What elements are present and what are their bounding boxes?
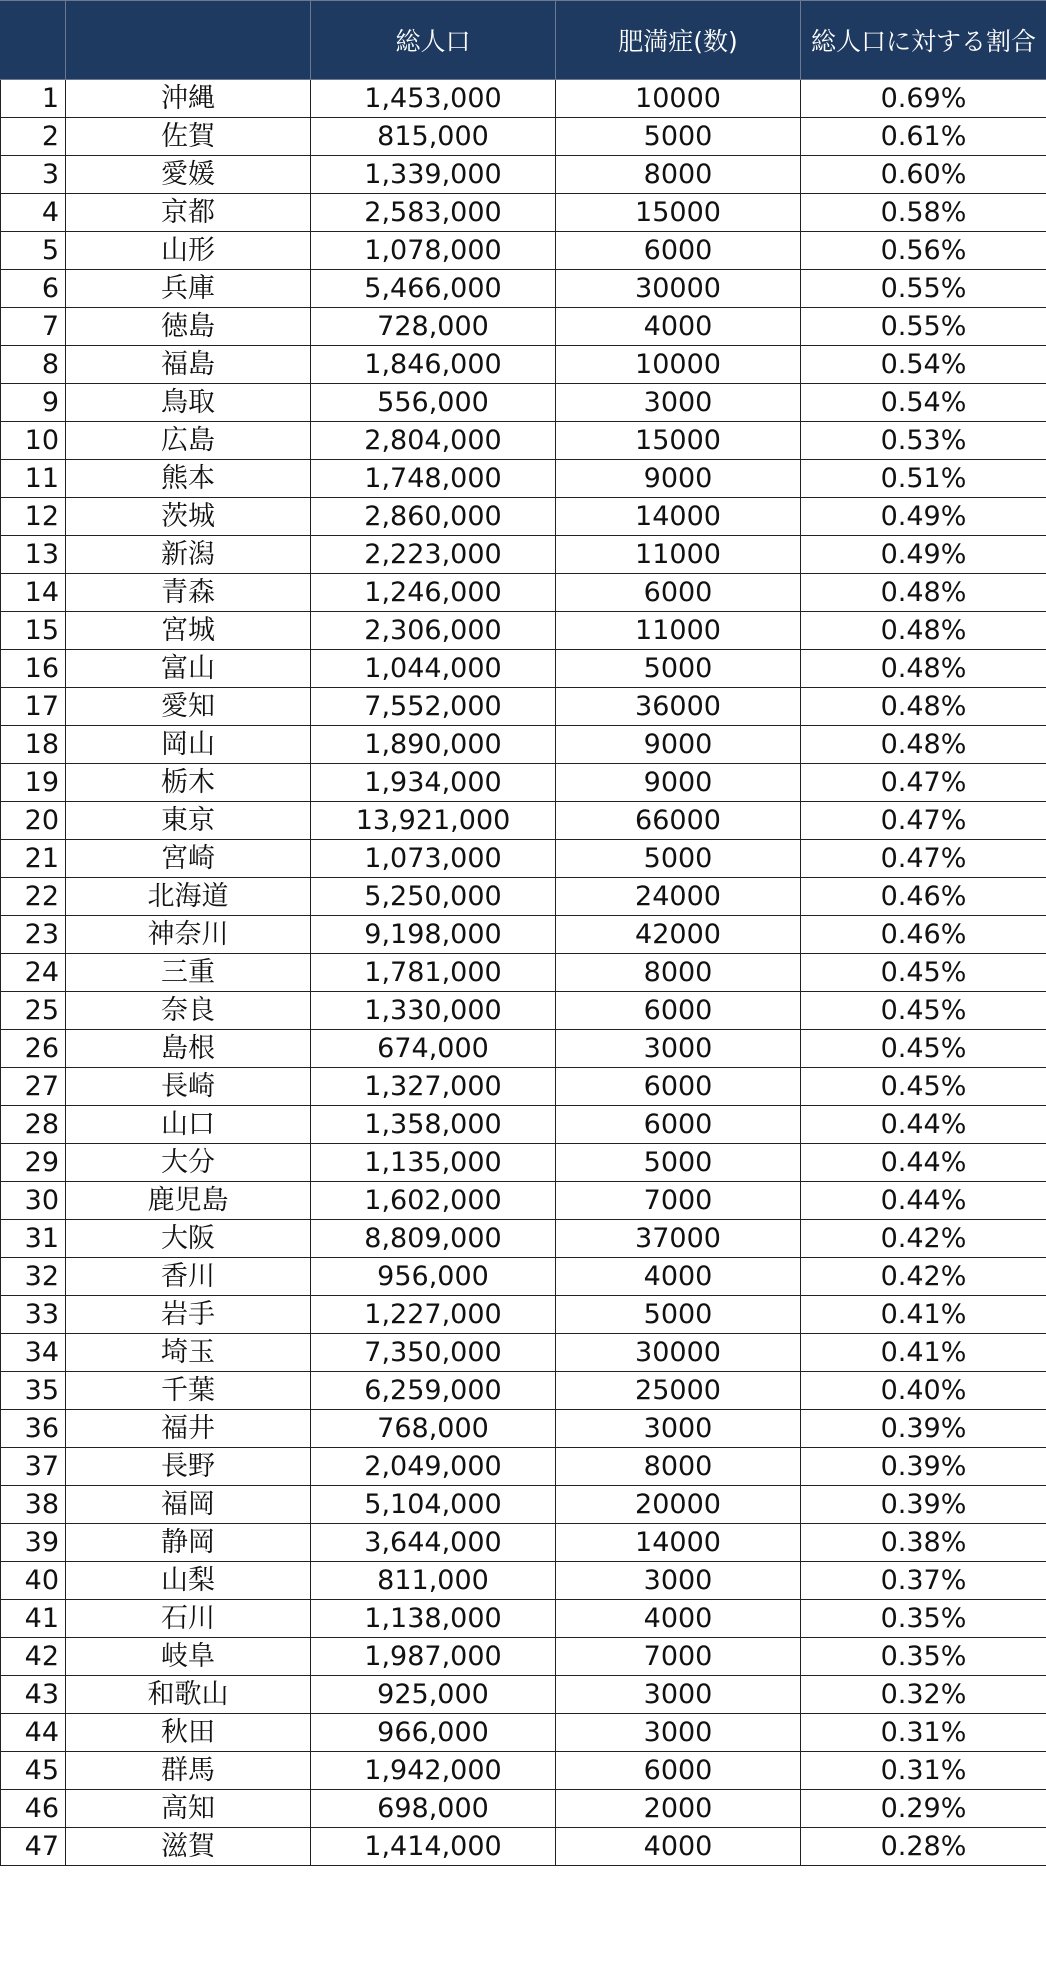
prefecture-cell: 宮城: [66, 612, 311, 650]
ratio-cell: 0.56%: [801, 232, 1046, 270]
population-cell: 5,104,000: [311, 1486, 556, 1524]
obesity-count-cell: 6000: [556, 574, 801, 612]
prefecture-cell: 福岡: [66, 1486, 311, 1524]
population-cell: 1,781,000: [311, 954, 556, 992]
rank-cell: 26: [1, 1030, 66, 1068]
prefecture-cell: 島根: [66, 1030, 311, 1068]
prefecture-cell: 北海道: [66, 878, 311, 916]
obesity-count-cell: 6000: [556, 1106, 801, 1144]
table-row: [1, 384, 1046, 422]
table-row: [1, 1524, 1046, 1562]
population-cell: 811,000: [311, 1562, 556, 1600]
rank-cell: 1: [1, 80, 66, 118]
ratio-cell: 0.47%: [801, 802, 1046, 840]
ratio-cell: 0.32%: [801, 1676, 1046, 1714]
prefecture-cell: 兵庫: [66, 270, 311, 308]
obesity-count-cell: 7000: [556, 1638, 801, 1676]
population-cell: 1,453,000: [311, 80, 556, 118]
table-row: [1, 308, 1046, 346]
ratio-cell: 0.44%: [801, 1106, 1046, 1144]
obesity-count-cell: 30000: [556, 1334, 801, 1372]
ratio-cell: 0.39%: [801, 1486, 1046, 1524]
obesity-count-cell: 8000: [556, 156, 801, 194]
rank-cell: 21: [1, 840, 66, 878]
table-row: [1, 460, 1046, 498]
table-row: [1, 764, 1046, 802]
rank-cell: 19: [1, 764, 66, 802]
table-row: [1, 232, 1046, 270]
rank-cell: 20: [1, 802, 66, 840]
obesity-count-cell: 7000: [556, 1182, 801, 1220]
population-cell: 2,860,000: [311, 498, 556, 536]
population-cell: 1,246,000: [311, 574, 556, 612]
population-cell: 1,327,000: [311, 1068, 556, 1106]
population-cell: 1,942,000: [311, 1752, 556, 1790]
population-cell: 7,350,000: [311, 1334, 556, 1372]
ratio-cell: 0.51%: [801, 460, 1046, 498]
table-row: [1, 1562, 1046, 1600]
rank-cell: 36: [1, 1410, 66, 1448]
ratio-cell: 0.46%: [801, 916, 1046, 954]
ratio-cell: 0.47%: [801, 840, 1046, 878]
ratio-column-header: 総人口に対する割合: [801, 1, 1046, 80]
prefecture-cell: 山口: [66, 1106, 311, 1144]
table-row: [1, 802, 1046, 840]
ratio-cell: 0.31%: [801, 1752, 1046, 1790]
table-row: [1, 422, 1046, 460]
ratio-cell: 0.29%: [801, 1790, 1046, 1828]
rank-cell: 2: [1, 118, 66, 156]
obesity-count-cell: 3000: [556, 1410, 801, 1448]
obesity-count-cell: 3000: [556, 384, 801, 422]
rank-cell: 17: [1, 688, 66, 726]
prefecture-cell: 岩手: [66, 1296, 311, 1334]
prefecture-cell: 広島: [66, 422, 311, 460]
rank-cell: 9: [1, 384, 66, 422]
table-row: [1, 498, 1046, 536]
obesity-count-cell: 8000: [556, 954, 801, 992]
prefecture-cell: 鹿児島: [66, 1182, 311, 1220]
population-cell: 2,049,000: [311, 1448, 556, 1486]
ratio-cell: 0.45%: [801, 992, 1046, 1030]
rank-cell: 23: [1, 916, 66, 954]
prefecture-cell: 千葉: [66, 1372, 311, 1410]
ratio-cell: 0.41%: [801, 1334, 1046, 1372]
table-row: [1, 992, 1046, 1030]
ratio-cell: 0.31%: [801, 1714, 1046, 1752]
rank-cell: 34: [1, 1334, 66, 1372]
population-cell: 1,073,000: [311, 840, 556, 878]
population-cell: 698,000: [311, 1790, 556, 1828]
rank-cell: 42: [1, 1638, 66, 1676]
table-row: [1, 916, 1046, 954]
table-row: [1, 1638, 1046, 1676]
prefecture-cell: 岡山: [66, 726, 311, 764]
table-row: [1, 1828, 1046, 1866]
rank-cell: 27: [1, 1068, 66, 1106]
obesity-count-cell: 15000: [556, 422, 801, 460]
population-cell: 768,000: [311, 1410, 556, 1448]
prefecture-cell: 茨城: [66, 498, 311, 536]
prefecture-cell: 沖縄: [66, 80, 311, 118]
prefecture-cell: 熊本: [66, 460, 311, 498]
population-cell: 1,846,000: [311, 346, 556, 384]
ratio-cell: 0.49%: [801, 498, 1046, 536]
obesity-count-cell: 25000: [556, 1372, 801, 1410]
population-cell: 1,330,000: [311, 992, 556, 1030]
table-row: [1, 878, 1046, 916]
ratio-cell: 0.69%: [801, 80, 1046, 118]
ratio-cell: 0.47%: [801, 764, 1046, 802]
rank-column-header: [1, 1, 66, 80]
prefecture-cell: 山形: [66, 232, 311, 270]
table-row: [1, 574, 1046, 612]
obesity-count-cell: 4000: [556, 1258, 801, 1296]
prefecture-cell: 長野: [66, 1448, 311, 1486]
prefecture-cell: 奈良: [66, 992, 311, 1030]
population-cell: 5,466,000: [311, 270, 556, 308]
obesity-count-cell: 30000: [556, 270, 801, 308]
table-row: [1, 726, 1046, 764]
prefecture-cell: 愛媛: [66, 156, 311, 194]
table-row: [1, 1448, 1046, 1486]
population-cell: 6,259,000: [311, 1372, 556, 1410]
rank-cell: 39: [1, 1524, 66, 1562]
ratio-cell: 0.38%: [801, 1524, 1046, 1562]
population-cell: 1,135,000: [311, 1144, 556, 1182]
table-row: [1, 1220, 1046, 1258]
rank-cell: 38: [1, 1486, 66, 1524]
population-cell: 13,921,000: [311, 802, 556, 840]
prefecture-cell: 山梨: [66, 1562, 311, 1600]
rank-cell: 16: [1, 650, 66, 688]
ratio-cell: 0.42%: [801, 1258, 1046, 1296]
rank-cell: 12: [1, 498, 66, 536]
ratio-cell: 0.55%: [801, 270, 1046, 308]
prefecture-cell: 愛知: [66, 688, 311, 726]
prefecture-cell: 福島: [66, 346, 311, 384]
population-cell: 1,602,000: [311, 1182, 556, 1220]
obesity-count-cell: 3000: [556, 1562, 801, 1600]
population-cell: 1,358,000: [311, 1106, 556, 1144]
prefecture-cell: 宮崎: [66, 840, 311, 878]
prefecture-cell: 福井: [66, 1410, 311, 1448]
obesity-count-cell: 11000: [556, 536, 801, 574]
ratio-cell: 0.37%: [801, 1562, 1046, 1600]
prefecture-column-header: [66, 1, 311, 80]
prefecture-cell: 和歌山: [66, 1676, 311, 1714]
ratio-cell: 0.48%: [801, 650, 1046, 688]
prefecture-cell: 東京: [66, 802, 311, 840]
prefecture-cell: 徳島: [66, 308, 311, 346]
population-cell: 1,339,000: [311, 156, 556, 194]
prefecture-cell: 栃木: [66, 764, 311, 802]
obesity-count-column-header: 肥満症(数): [556, 1, 801, 80]
rank-cell: 40: [1, 1562, 66, 1600]
prefecture-cell: 神奈川: [66, 916, 311, 954]
rank-cell: 8: [1, 346, 66, 384]
table-row: [1, 1296, 1046, 1334]
population-cell: 1,987,000: [311, 1638, 556, 1676]
obesity-count-cell: 6000: [556, 232, 801, 270]
prefecture-cell: 新潟: [66, 536, 311, 574]
table-row: [1, 346, 1046, 384]
table-header: [1, 1, 1046, 80]
obesity-count-cell: 20000: [556, 1486, 801, 1524]
prefecture-cell: 香川: [66, 1258, 311, 1296]
table-row: [1, 156, 1046, 194]
table-row: [1, 118, 1046, 156]
prefecture-cell: 佐賀: [66, 118, 311, 156]
table-row: [1, 1372, 1046, 1410]
rank-cell: 5: [1, 232, 66, 270]
population-cell: 1,934,000: [311, 764, 556, 802]
ratio-cell: 0.42%: [801, 1220, 1046, 1258]
obesity-count-cell: 10000: [556, 346, 801, 384]
table-row: [1, 1714, 1046, 1752]
ratio-cell: 0.49%: [801, 536, 1046, 574]
obesity-count-cell: 4000: [556, 1600, 801, 1638]
obesity-count-cell: 14000: [556, 498, 801, 536]
ratio-cell: 0.53%: [801, 422, 1046, 460]
prefecture-cell: 大分: [66, 1144, 311, 1182]
rank-cell: 43: [1, 1676, 66, 1714]
table-row: [1, 536, 1046, 574]
ratio-cell: 0.48%: [801, 574, 1046, 612]
ratio-cell: 0.35%: [801, 1638, 1046, 1676]
table-row: [1, 1486, 1046, 1524]
population-cell: 3,644,000: [311, 1524, 556, 1562]
prefecture-cell: 青森: [66, 574, 311, 612]
obesity-count-cell: 36000: [556, 688, 801, 726]
rank-cell: 22: [1, 878, 66, 916]
obesity-count-cell: 3000: [556, 1676, 801, 1714]
prefecture-cell: 秋田: [66, 1714, 311, 1752]
population-cell: 1,044,000: [311, 650, 556, 688]
ratio-cell: 0.44%: [801, 1144, 1046, 1182]
rank-cell: 14: [1, 574, 66, 612]
obesity-count-cell: 3000: [556, 1030, 801, 1068]
population-cell: 925,000: [311, 1676, 556, 1714]
ratio-cell: 0.55%: [801, 308, 1046, 346]
table-row: [1, 1258, 1046, 1296]
obesity-count-cell: 8000: [556, 1448, 801, 1486]
rank-cell: 25: [1, 992, 66, 1030]
obesity-count-cell: 24000: [556, 878, 801, 916]
table-row: [1, 612, 1046, 650]
population-cell: 1,078,000: [311, 232, 556, 270]
table-row: [1, 954, 1046, 992]
obesity-count-cell: 9000: [556, 764, 801, 802]
rank-cell: 44: [1, 1714, 66, 1752]
population-cell: 1,414,000: [311, 1828, 556, 1866]
obesity-count-cell: 2000: [556, 1790, 801, 1828]
ratio-cell: 0.45%: [801, 1030, 1046, 1068]
population-cell: 9,198,000: [311, 916, 556, 954]
obesity-count-cell: 5000: [556, 1296, 801, 1334]
rank-cell: 30: [1, 1182, 66, 1220]
rank-cell: 15: [1, 612, 66, 650]
ratio-cell: 0.35%: [801, 1600, 1046, 1638]
rank-cell: 41: [1, 1600, 66, 1638]
obesity-count-cell: 5000: [556, 650, 801, 688]
population-cell: 966,000: [311, 1714, 556, 1752]
ratio-cell: 0.58%: [801, 194, 1046, 232]
rank-cell: 18: [1, 726, 66, 764]
table-row: [1, 1144, 1046, 1182]
rank-cell: 4: [1, 194, 66, 232]
obesity-count-cell: 6000: [556, 992, 801, 1030]
prefecture-cell: 京都: [66, 194, 311, 232]
ratio-cell: 0.46%: [801, 878, 1046, 916]
rank-cell: 37: [1, 1448, 66, 1486]
ratio-cell: 0.54%: [801, 346, 1046, 384]
rank-cell: 46: [1, 1790, 66, 1828]
prefecture-cell: 滋賀: [66, 1828, 311, 1866]
prefecture-cell: 鳥取: [66, 384, 311, 422]
obesity-count-cell: 5000: [556, 118, 801, 156]
population-cell: 956,000: [311, 1258, 556, 1296]
population-cell: 2,306,000: [311, 612, 556, 650]
ratio-cell: 0.48%: [801, 612, 1046, 650]
obesity-count-cell: 14000: [556, 1524, 801, 1562]
table-row: [1, 270, 1046, 308]
table-row: [1, 688, 1046, 726]
rank-cell: 7: [1, 308, 66, 346]
rank-cell: 31: [1, 1220, 66, 1258]
obesity-count-cell: 10000: [556, 80, 801, 118]
ratio-cell: 0.39%: [801, 1410, 1046, 1448]
table-row: [1, 1410, 1046, 1448]
rank-cell: 45: [1, 1752, 66, 1790]
table-body: [1, 80, 1046, 1866]
population-cell: 2,583,000: [311, 194, 556, 232]
table-row: [1, 1600, 1046, 1638]
rank-cell: 10: [1, 422, 66, 460]
obesity-count-cell: 3000: [556, 1714, 801, 1752]
table-row: [1, 1182, 1046, 1220]
prefecture-cell: 富山: [66, 650, 311, 688]
table-row: [1, 1790, 1046, 1828]
rank-cell: 13: [1, 536, 66, 574]
ratio-cell: 0.48%: [801, 726, 1046, 764]
population-cell: 1,227,000: [311, 1296, 556, 1334]
prefecture-cell: 埼玉: [66, 1334, 311, 1372]
population-cell: 728,000: [311, 308, 556, 346]
population-cell: 1,890,000: [311, 726, 556, 764]
table-row: [1, 1676, 1046, 1714]
obesity-count-cell: 66000: [556, 802, 801, 840]
ratio-cell: 0.41%: [801, 1296, 1046, 1334]
obesity-count-cell: 6000: [556, 1752, 801, 1790]
table-row: [1, 80, 1046, 118]
ratio-cell: 0.60%: [801, 156, 1046, 194]
table-row: [1, 1030, 1046, 1068]
table-row: [1, 1334, 1046, 1372]
table-row: [1, 650, 1046, 688]
population-cell: 5,250,000: [311, 878, 556, 916]
prefecture-cell: 高知: [66, 1790, 311, 1828]
rank-cell: 28: [1, 1106, 66, 1144]
obesity-count-cell: 37000: [556, 1220, 801, 1258]
table-row: [1, 1106, 1046, 1144]
table-row: [1, 1752, 1046, 1790]
rank-cell: 24: [1, 954, 66, 992]
ratio-cell: 0.45%: [801, 954, 1046, 992]
population-cell: 7,552,000: [311, 688, 556, 726]
ratio-cell: 0.39%: [801, 1448, 1046, 1486]
ratio-cell: 0.28%: [801, 1828, 1046, 1866]
obesity-count-cell: 5000: [556, 840, 801, 878]
population-cell: 1,138,000: [311, 1600, 556, 1638]
rank-cell: 11: [1, 460, 66, 498]
obesity-count-cell: 9000: [556, 460, 801, 498]
rank-cell: 47: [1, 1828, 66, 1866]
rank-cell: 35: [1, 1372, 66, 1410]
prefecture-cell: 長崎: [66, 1068, 311, 1106]
prefecture-cell: 群馬: [66, 1752, 311, 1790]
rank-cell: 33: [1, 1296, 66, 1334]
obesity-count-cell: 4000: [556, 308, 801, 346]
prefecture-cell: 三重: [66, 954, 311, 992]
ratio-cell: 0.54%: [801, 384, 1046, 422]
rank-cell: 3: [1, 156, 66, 194]
population-column-header: 総人口: [311, 1, 556, 80]
ratio-cell: 0.45%: [801, 1068, 1046, 1106]
obesity-count-cell: 15000: [556, 194, 801, 232]
ratio-cell: 0.48%: [801, 688, 1046, 726]
ratio-cell: 0.40%: [801, 1372, 1046, 1410]
obesity-count-cell: 5000: [556, 1144, 801, 1182]
ratio-cell: 0.61%: [801, 118, 1046, 156]
prefecture-cell: 大阪: [66, 1220, 311, 1258]
ratio-cell: 0.44%: [801, 1182, 1046, 1220]
obesity-count-cell: 9000: [556, 726, 801, 764]
obesity-count-cell: 11000: [556, 612, 801, 650]
prefecture-cell: 静岡: [66, 1524, 311, 1562]
population-cell: 8,809,000: [311, 1220, 556, 1258]
prefecture-cell: 石川: [66, 1600, 311, 1638]
rank-cell: 29: [1, 1144, 66, 1182]
population-cell: 556,000: [311, 384, 556, 422]
table-row: [1, 194, 1046, 232]
population-cell: 1,748,000: [311, 460, 556, 498]
population-cell: 815,000: [311, 118, 556, 156]
population-cell: 2,804,000: [311, 422, 556, 460]
table-row: [1, 840, 1046, 878]
header-row: [1, 1, 1046, 80]
rank-cell: 6: [1, 270, 66, 308]
table-row: [1, 1068, 1046, 1106]
population-cell: 674,000: [311, 1030, 556, 1068]
obesity-count-cell: 4000: [556, 1828, 801, 1866]
population-cell: 2,223,000: [311, 536, 556, 574]
prefecture-cell: 岐阜: [66, 1638, 311, 1676]
obesity-count-cell: 6000: [556, 1068, 801, 1106]
obesity-count-cell: 42000: [556, 916, 801, 954]
rank-cell: 32: [1, 1258, 66, 1296]
